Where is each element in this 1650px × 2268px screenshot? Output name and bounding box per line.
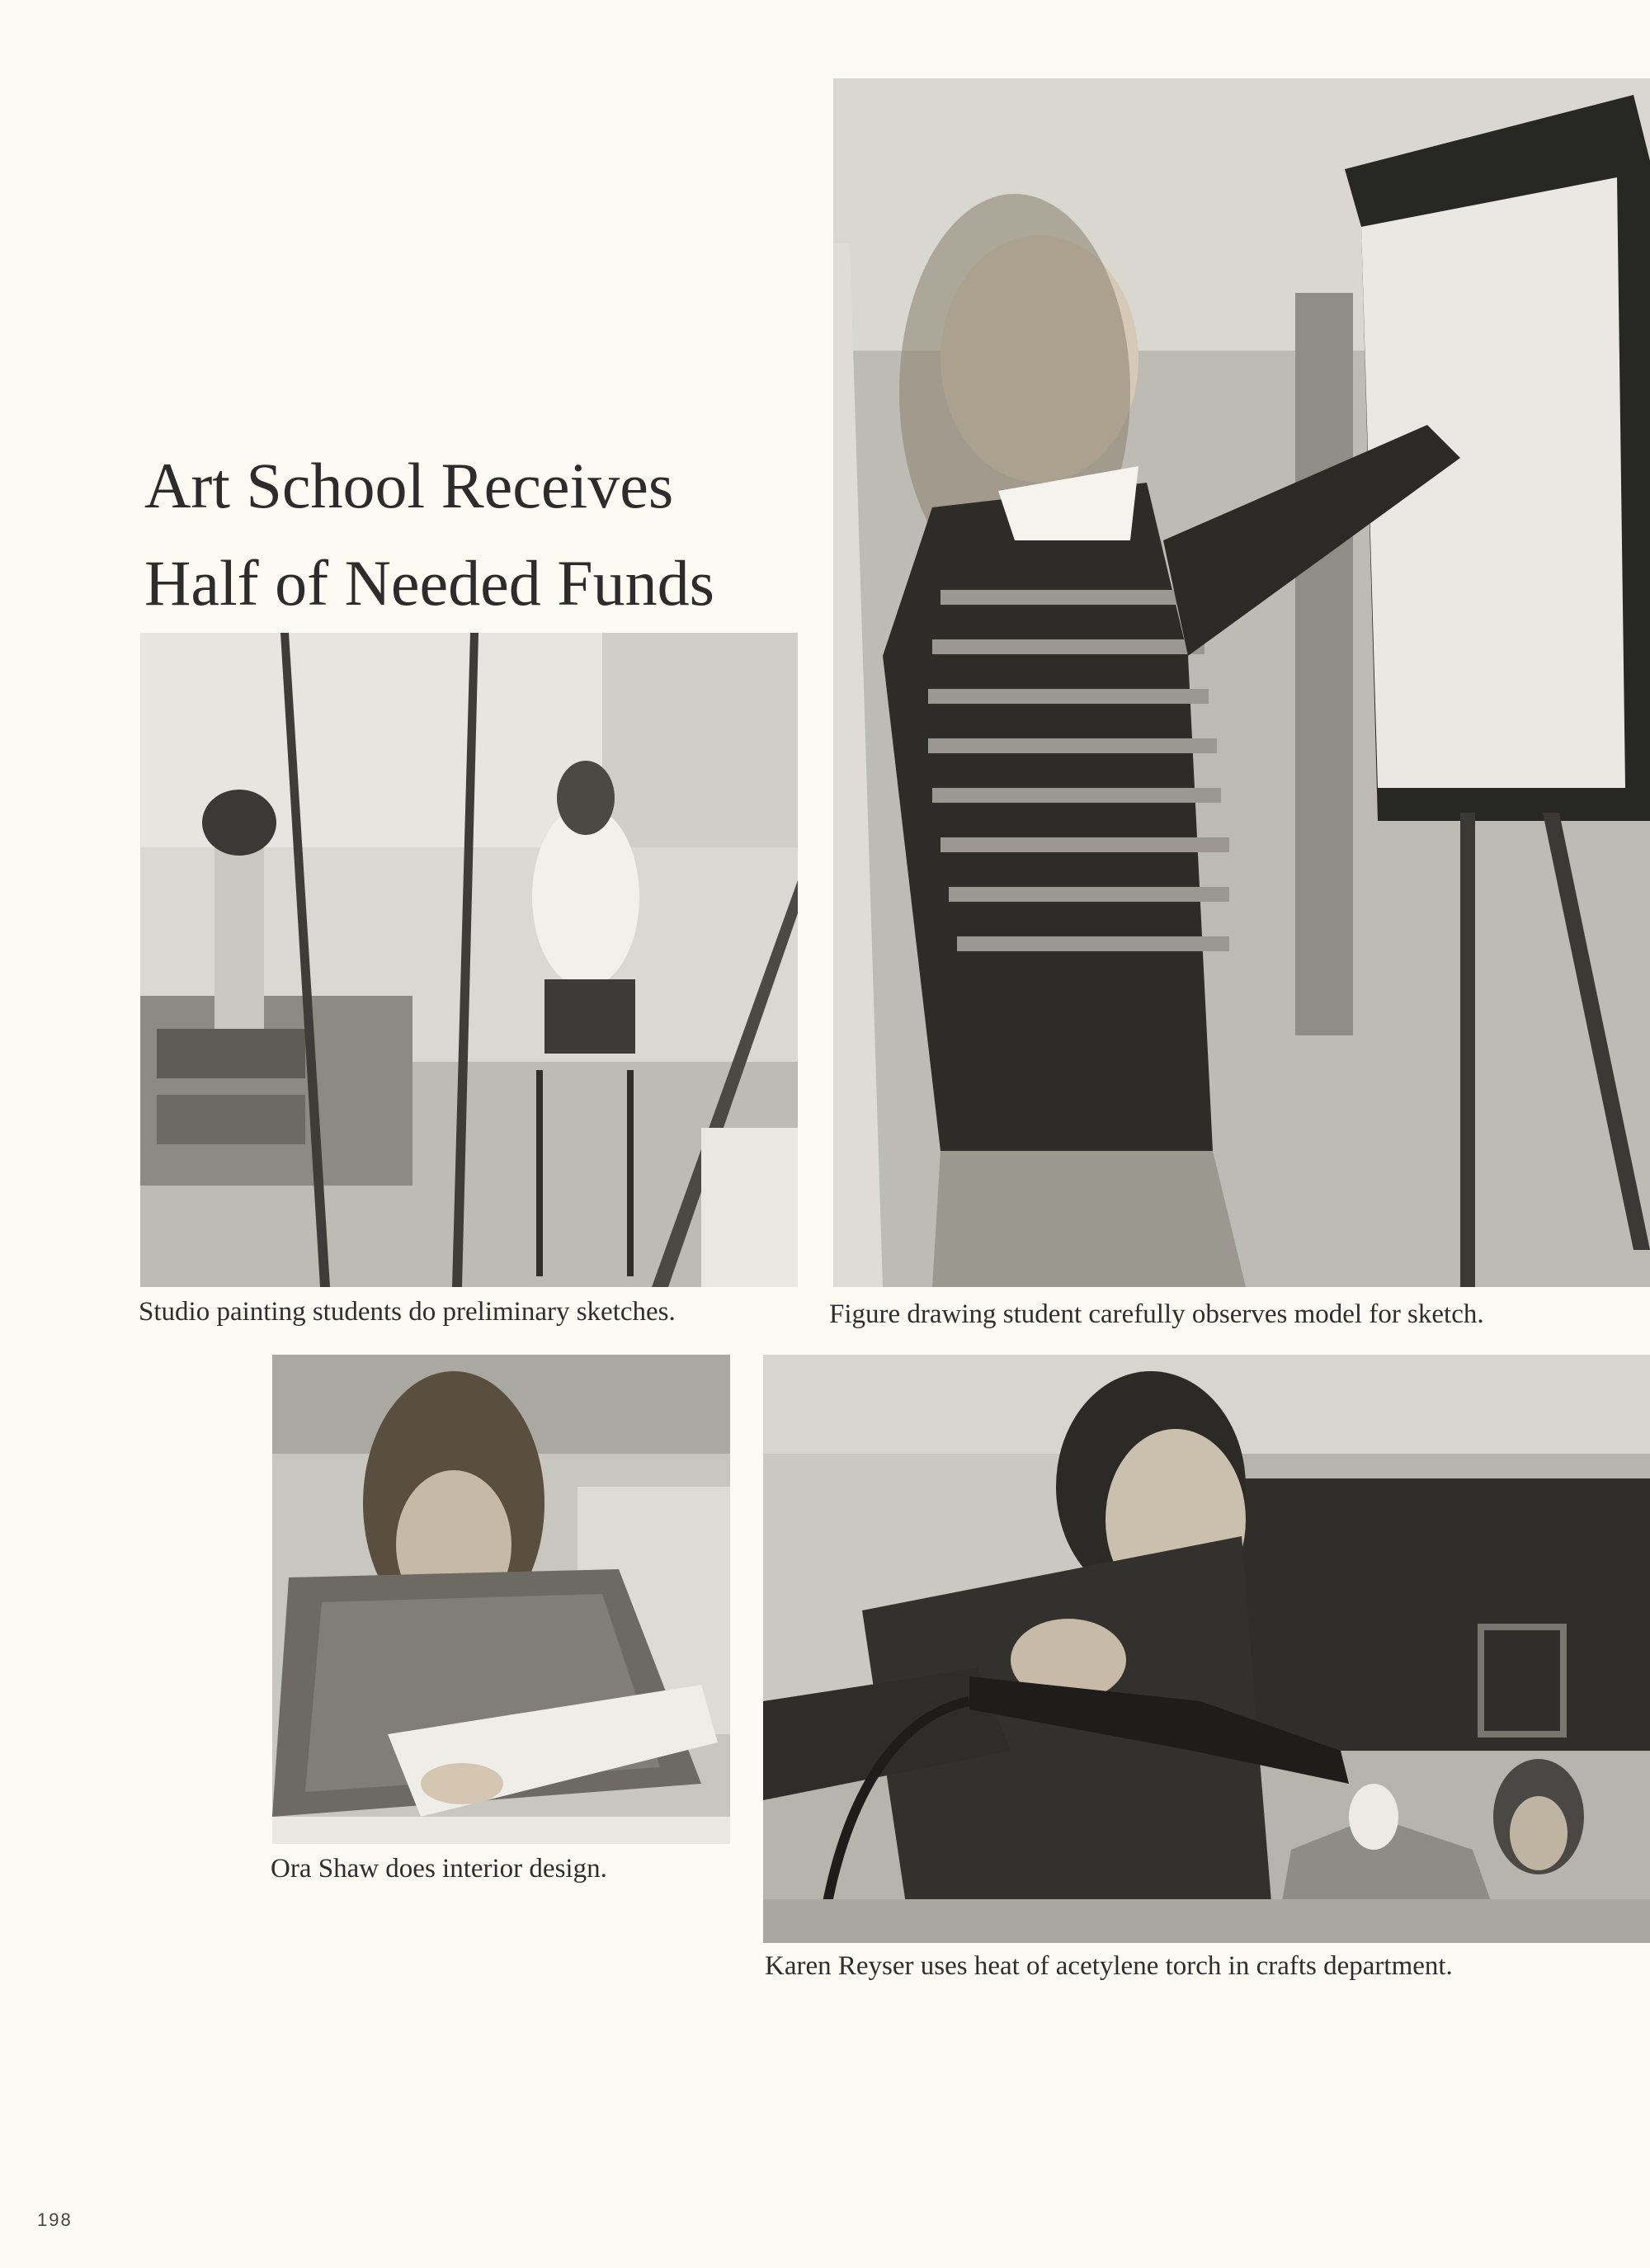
acetylene-torch-caption: Karen Reyser uses heat of acetylene torch in crafts department.	[765, 1951, 1453, 1981]
figure-drawing-caption: Figure drawing student carefully observes model for sketch.	[829, 1299, 1484, 1329]
headline-line-1: Art School Receives	[144, 450, 674, 521]
acetylene-torch-photo	[763, 1355, 1650, 1943]
page-number: 198	[37, 2209, 73, 2230]
headline-line-2: Half of Needed Funds	[144, 547, 714, 619]
article-headline	[144, 437, 837, 632]
interior-design-photo	[272, 1355, 730, 1844]
interior-design-caption: Ora Shaw does interior design.	[271, 1854, 607, 1884]
figure-drawing-photo	[833, 78, 1650, 1287]
studio-painting-photo	[140, 633, 798, 1287]
studio-painting-caption: Studio painting students do preliminary sketches.	[139, 1297, 676, 1327]
